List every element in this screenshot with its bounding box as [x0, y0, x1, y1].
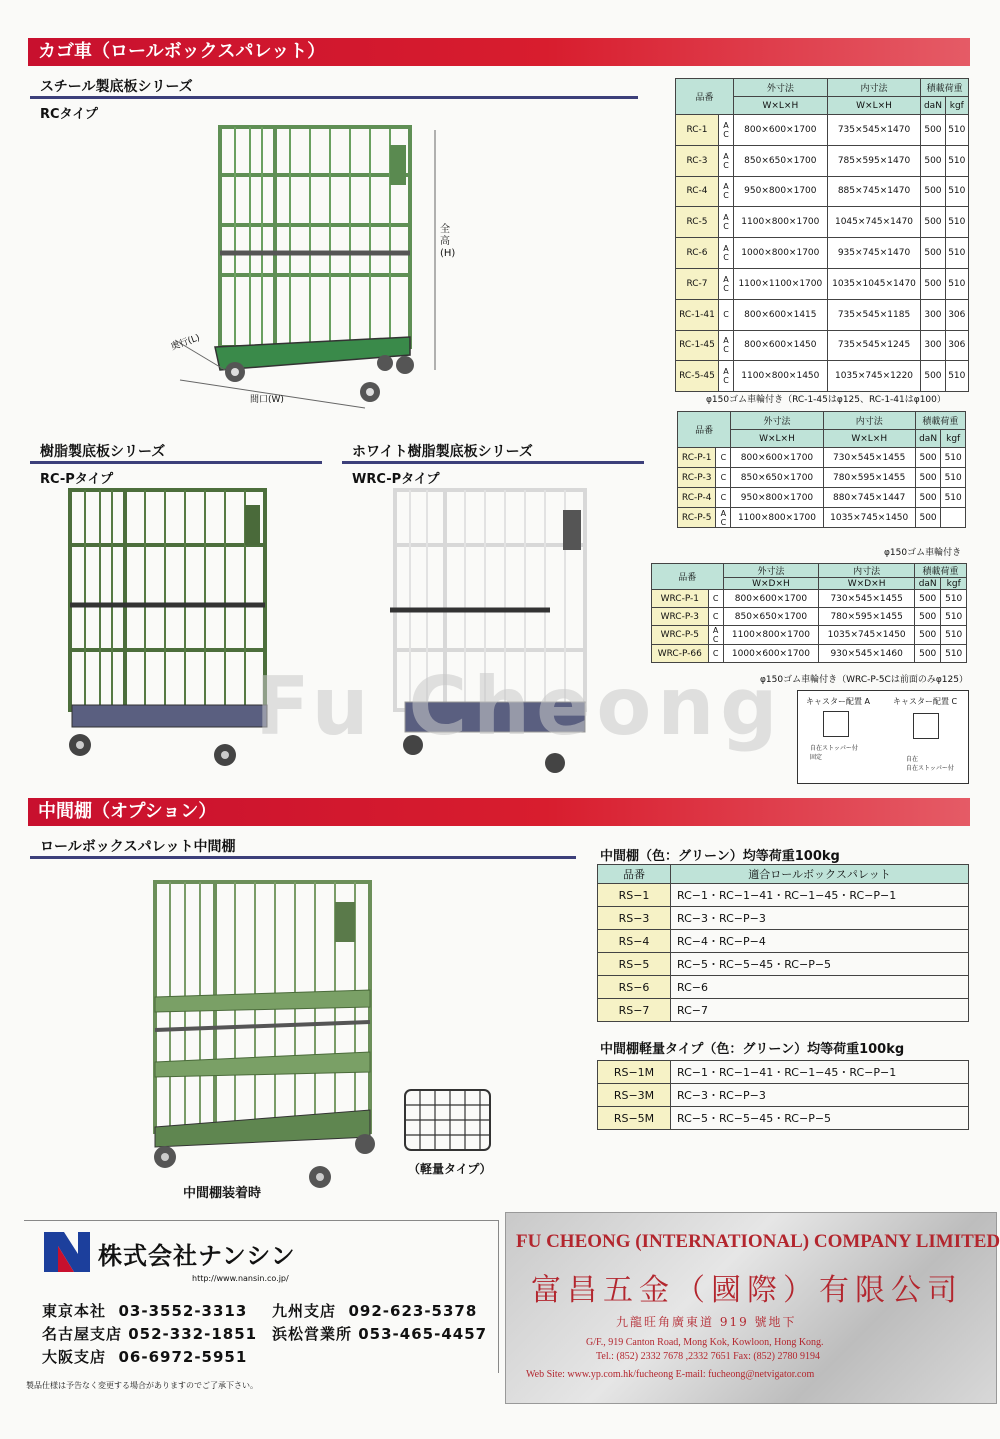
shelf-table2	[597, 1060, 969, 1130]
table-row	[676, 361, 969, 392]
steel-series-title: スチール製底板シリーズ	[40, 79, 193, 95]
cell-caster: C	[708, 645, 723, 663]
table-row	[676, 299, 969, 330]
cell-kgf: 510	[945, 268, 968, 299]
th-kgf: kgf	[941, 430, 966, 448]
table-row	[652, 608, 967, 626]
cell-id: RC-6	[676, 238, 719, 269]
cell-id: RS−3	[598, 907, 671, 930]
cell-caster: A C	[719, 207, 734, 238]
nansin-logo-icon	[44, 1232, 92, 1274]
dim-width-label: 間口(W)	[250, 395, 284, 405]
table-row	[652, 626, 967, 645]
cell-inner: 1035×745×1450	[823, 508, 915, 528]
cell-outer: 950×800×1700	[731, 488, 823, 508]
table-row	[598, 884, 969, 907]
cell-caster: A C	[708, 626, 723, 645]
cell-kgf: 510	[945, 207, 968, 238]
cell-fit: RC−7	[671, 999, 969, 1022]
cell-outer: 800×600×1700	[734, 115, 828, 146]
cell-dan: 500	[914, 590, 940, 608]
cell-caster: A C	[719, 176, 734, 207]
cell-id: RC-5-45	[676, 361, 719, 392]
caster-a-title: キャスター配置 A	[806, 697, 871, 706]
resin-type-label: RC-Pタイプ	[40, 472, 114, 487]
cell-inner: 880×745×1447	[823, 488, 915, 508]
office-nagoya	[42, 1323, 257, 1344]
stamp-tel: Tel.: (852) 2332 7678 ,2332 7651 Fax: (852) 2780 9194	[596, 1351, 821, 1362]
cell-dan: 300	[921, 330, 945, 361]
steel-type-label: RCタイプ	[40, 107, 98, 122]
cell-id: RC-P-3	[678, 468, 716, 488]
th-dan: daN	[914, 578, 940, 590]
cell-outer: 800×600×1700	[731, 448, 823, 468]
cell-dan: 500	[921, 207, 945, 238]
cell-kgf: 306	[945, 330, 968, 361]
cell-kgf: 306	[945, 299, 968, 330]
rc-table-note: φ150ゴム車輪付き（RC-1-45はφ125、RC-1-41はφ100）	[706, 395, 946, 405]
cell-inner: 730×545×1455	[823, 448, 915, 468]
cell-fit: RC−1・RC−1−41・RC−1−45・RC−P−1	[671, 884, 969, 907]
table-row	[678, 448, 966, 468]
cell-dan: 500	[921, 176, 945, 207]
cell-id: RC-1	[676, 115, 719, 146]
cell-kgf: 510	[945, 361, 968, 392]
cell-fit: RC−6	[671, 976, 969, 999]
office-osaka	[42, 1346, 247, 1367]
table-row	[676, 115, 969, 146]
cell-caster: C	[716, 468, 731, 488]
caster-diagram	[797, 690, 969, 784]
wrcp-table-note: φ150ゴム車輪付き（WRC-P-5Cは前面のみφ125）	[760, 675, 968, 685]
cell-caster: A C	[719, 330, 734, 361]
cell-inner: 1035×745×1450	[819, 626, 915, 645]
cell-caster: A C	[719, 238, 734, 269]
th-fit: 適合ロールボックスパレット	[671, 865, 969, 884]
stamp-addr-zh: 九龍旺角廣東道 919 號地下	[616, 1315, 797, 1329]
cell-outer: 800×600×1450	[734, 330, 828, 361]
company-name: 株式会社ナンシン	[98, 1242, 296, 1270]
shelf-cage-image	[140, 872, 390, 1202]
dim-height-label: 全高(H)	[440, 224, 456, 259]
cell-kgf: 510	[941, 488, 966, 508]
cell-dan: 500	[921, 268, 945, 299]
cell-outer: 1100×800×1700	[731, 508, 823, 528]
cell-caster: C	[719, 299, 734, 330]
cell-inner: 930×545×1460	[819, 645, 915, 663]
light-shelf-caption: （軽量タイプ）	[408, 1162, 492, 1176]
caster-a-legend2: 固定	[810, 754, 823, 761]
cell-kgf: 510	[941, 608, 967, 626]
table-row	[598, 1084, 969, 1107]
rcp-table-note: φ150ゴム車輪付き	[884, 548, 962, 558]
cell-id: RC-3	[676, 145, 719, 176]
cell-inner: 785×595×1470	[827, 145, 921, 176]
table-row	[676, 207, 969, 238]
divider	[30, 96, 638, 99]
cell-dan: 500	[914, 626, 940, 645]
th-load: 積載荷重	[921, 79, 969, 97]
cell-dan: 500	[921, 361, 945, 392]
cell-fit: RC−5・RC−5−45・RC−P−5	[671, 1107, 969, 1130]
th-id: 品番	[652, 564, 724, 590]
cell-outer: 850×650×1700	[734, 145, 828, 176]
office-name: 九州支店	[272, 1302, 337, 1320]
cell-outer: 1100×800×1700	[723, 626, 819, 645]
cell-outer: 1000×600×1700	[723, 645, 819, 663]
cell-fit: RC−3・RC−P−3	[671, 907, 969, 930]
stamp-web: Web Site: www.yp.com.hk/fucheong E-mail: fucheong@netvigator.com	[526, 1369, 815, 1380]
resin-cage-image	[60, 480, 280, 780]
th-inner-sub: W×L×H	[827, 97, 921, 115]
shelf-table2-title: 中間棚軽量タイプ（色：グリーン）均等荷重100kg	[600, 1042, 905, 1057]
table-row	[598, 999, 969, 1022]
cell-outer: 850×650×1700	[723, 608, 819, 626]
cell-kgf: 510	[941, 468, 966, 488]
cell-dan: 300	[921, 299, 945, 330]
stamp-zh-name: 富昌五金（國際）有限公司	[531, 1273, 963, 1308]
th-id: 品番	[676, 79, 734, 115]
table-row	[598, 1107, 969, 1130]
th-inner-sub: W×D×H	[819, 578, 915, 590]
cell-dan: 500	[914, 645, 940, 663]
section-title-roll-box: カゴ車（ロールボックスパレット）	[28, 38, 970, 66]
th-dan: daN	[915, 430, 941, 448]
caster-a-box	[823, 711, 849, 737]
th-inner-sub: W×L×H	[823, 430, 915, 448]
cell-id: WRC-P-66	[652, 645, 709, 663]
cell-inner: 780×595×1455	[819, 608, 915, 626]
cell-id: RC-P-1	[678, 448, 716, 468]
caster-a-legend1: 自在ストッパー付	[810, 745, 858, 752]
office-hamamatsu	[272, 1323, 487, 1344]
cell-dan: 500	[921, 238, 945, 269]
office-tel: 053-465-4457	[358, 1325, 488, 1343]
office-tel: 06-6972-5951	[118, 1348, 248, 1366]
cell-outer: 800×600×1415	[734, 299, 828, 330]
cell-dan: 500	[921, 145, 945, 176]
cell-id: RC-5	[676, 207, 719, 238]
cell-caster: A C	[719, 361, 734, 392]
cell-kgf	[941, 508, 966, 528]
shelf-table1-title: 中間棚（色：グリーン）均等荷重100kg	[600, 849, 840, 864]
shelf-caption: 中間棚装着時	[183, 1186, 262, 1201]
office-tel: 092-623-5378	[348, 1302, 478, 1320]
cell-inner: 730×545×1455	[819, 590, 915, 608]
th-outer-sub: W×L×H	[734, 97, 828, 115]
cell-inner: 735×545×1470	[827, 115, 921, 146]
office-tel: 03-3552-3313	[118, 1302, 248, 1320]
white-series-title: ホワイト樹脂製底板シリーズ	[352, 444, 533, 460]
table-row	[678, 468, 966, 488]
cell-caster: C	[708, 590, 723, 608]
table-row	[676, 238, 969, 269]
table-row	[676, 145, 969, 176]
cell-kgf: 510	[945, 238, 968, 269]
th-load: 積載荷重	[915, 412, 965, 430]
shelf-table1	[597, 864, 969, 1022]
cell-caster: C	[716, 488, 731, 508]
table-row	[598, 907, 969, 930]
cell-id: RC-1-41	[676, 299, 719, 330]
cell-id: RC-7	[676, 268, 719, 299]
table-row	[676, 268, 969, 299]
dimension-lines	[155, 130, 455, 410]
cell-outer: 950×800×1700	[734, 176, 828, 207]
th-id: 品番	[678, 412, 731, 448]
cell-dan: 500	[921, 115, 945, 146]
table-row	[652, 590, 967, 608]
cell-id: RS−1	[598, 884, 671, 907]
watermark: Fu Cheong	[255, 660, 784, 753]
office-tokyo	[42, 1300, 247, 1321]
th-kgf: kgf	[945, 97, 968, 115]
cell-caster: A C	[719, 145, 734, 176]
cell-outer: 850×650×1700	[731, 468, 823, 488]
rc-spec-table	[675, 78, 969, 392]
shelf-subtitle: ロールボックスパレット中間棚	[40, 839, 236, 855]
rcp-table-body	[678, 448, 966, 528]
cell-inner: 735×545×1245	[827, 330, 921, 361]
cell-outer: 1100×800×1450	[734, 361, 828, 392]
table-row	[598, 976, 969, 999]
caster-c-box	[913, 713, 939, 739]
table-row	[678, 508, 966, 528]
cell-id: WRC-P-5	[652, 626, 709, 645]
table-row	[678, 488, 966, 508]
cell-inner: 1035×1045×1470	[827, 268, 921, 299]
cell-dan: 500	[915, 488, 941, 508]
cell-kgf: 510	[941, 448, 966, 468]
cell-kgf: 510	[941, 590, 967, 608]
cell-kgf: 510	[945, 176, 968, 207]
cell-id: RS−5M	[598, 1107, 671, 1130]
caster-c-title: キャスター配置 C	[893, 697, 958, 706]
cell-kgf: 510	[945, 145, 968, 176]
cell-dan: 500	[915, 508, 941, 528]
cell-dan: 500	[914, 608, 940, 626]
cell-dan: 500	[915, 468, 941, 488]
office-name: 浜松営業所	[272, 1325, 353, 1343]
office-name: 東京本社	[42, 1302, 107, 1320]
cell-caster: A C	[719, 115, 734, 146]
th-id: 品番	[598, 865, 671, 884]
table-row	[676, 176, 969, 207]
cell-dan: 500	[915, 448, 941, 468]
cell-fit: RC−3・RC−P−3	[671, 1084, 969, 1107]
rc-table-body	[676, 115, 969, 392]
th-outer: 外寸法	[734, 79, 828, 97]
cell-outer: 1000×800×1700	[734, 238, 828, 269]
office-name: 大阪支店	[42, 1348, 107, 1366]
th-outer-sub: W×D×H	[723, 578, 819, 590]
fucheong-stamp	[505, 1212, 1000, 1404]
cell-fit: RC−4・RC−P−4	[671, 930, 969, 953]
cell-inner: 935×745×1470	[827, 238, 921, 269]
cell-inner: 735×545×1185	[827, 299, 921, 330]
table-row	[598, 1061, 969, 1084]
light-shelf-image	[400, 1068, 495, 1160]
th-outer-sub: W×L×H	[731, 430, 823, 448]
cell-id: RC-1-45	[676, 330, 719, 361]
section-title-shelf: 中間棚（オプション）	[28, 798, 970, 826]
rcp-spec-table	[677, 411, 966, 528]
th-dan: daN	[921, 97, 945, 115]
cell-kgf: 510	[941, 645, 967, 663]
cell-id: RC-P-5	[678, 508, 716, 528]
cell-caster: C	[716, 448, 731, 468]
cell-outer: 800×600×1700	[723, 590, 819, 608]
cell-inner: 1035×745×1220	[827, 361, 921, 392]
caster-c-legend1: 自在	[906, 756, 919, 763]
cell-kgf: 510	[941, 626, 967, 645]
cell-id: RS−1M	[598, 1061, 671, 1084]
th-outer: 外寸法	[731, 412, 823, 430]
office-kyushu	[272, 1300, 477, 1321]
cell-id: RS−5	[598, 953, 671, 976]
table-row	[676, 330, 969, 361]
shelf-table2-body	[598, 1061, 969, 1130]
th-load: 積載荷重	[914, 564, 966, 578]
cell-fit: RC−1・RC−1−41・RC−1−45・RC−P−1	[671, 1061, 969, 1084]
cell-id: RS−4	[598, 930, 671, 953]
wrcp-spec-table	[651, 563, 967, 663]
office-name: 名古屋支店	[42, 1325, 123, 1343]
th-inner: 内寸法	[827, 79, 921, 97]
cell-id: RC-4	[676, 176, 719, 207]
th-inner: 内寸法	[819, 564, 915, 578]
cell-id: RS−6	[598, 976, 671, 999]
divider	[30, 856, 576, 859]
th-inner: 内寸法	[823, 412, 915, 430]
cell-inner: 780×595×1455	[823, 468, 915, 488]
cell-id: RC-P-4	[678, 488, 716, 508]
divider	[30, 461, 322, 464]
th-kgf: kgf	[941, 578, 967, 590]
shelf-table1-body	[598, 884, 969, 1022]
disclaimer: 製品仕様は予告なく変更する場合がありますのでご了承下さい。	[26, 1381, 258, 1390]
white-type-label: WRC-Pタイプ	[352, 472, 440, 487]
cell-caster: A C	[716, 508, 731, 528]
cell-fit: RC−5・RC−5−45・RC−P−5	[671, 953, 969, 976]
divider	[342, 461, 644, 464]
cell-caster: C	[708, 608, 723, 626]
stamp-addr-en: G/F., 919 Canton Road, Mong Kok, Kowloon, Hong Kong.	[586, 1337, 824, 1348]
stamp-en-name: FU CHEONG (INTERNATIONAL) COMPANY LIMITED	[516, 1231, 1000, 1252]
wrcp-table-body	[652, 590, 967, 663]
table-row	[598, 930, 969, 953]
cell-id: RS−7	[598, 999, 671, 1022]
caster-c-legend2: 自在ストッパー付	[906, 765, 954, 772]
cell-id: WRC-P-3	[652, 608, 709, 626]
resin-series-title: 樹脂製底板シリーズ	[40, 444, 166, 460]
cell-outer: 1100×1100×1700	[734, 268, 828, 299]
cell-inner: 885×745×1470	[827, 176, 921, 207]
dim-depth-label: 奥行(L)	[169, 333, 202, 353]
cell-id: WRC-P-1	[652, 590, 709, 608]
cell-id: RS−3M	[598, 1084, 671, 1107]
cell-kgf: 510	[945, 115, 968, 146]
company-url[interactable]: http://www.nansin.co.jp/	[192, 1274, 289, 1283]
table-row	[598, 953, 969, 976]
cell-caster: A C	[719, 268, 734, 299]
office-tel: 052-332-1851	[128, 1325, 258, 1343]
th-outer: 外寸法	[723, 564, 819, 578]
cell-outer: 1100×800×1700	[734, 207, 828, 238]
cell-inner: 1045×745×1470	[827, 207, 921, 238]
